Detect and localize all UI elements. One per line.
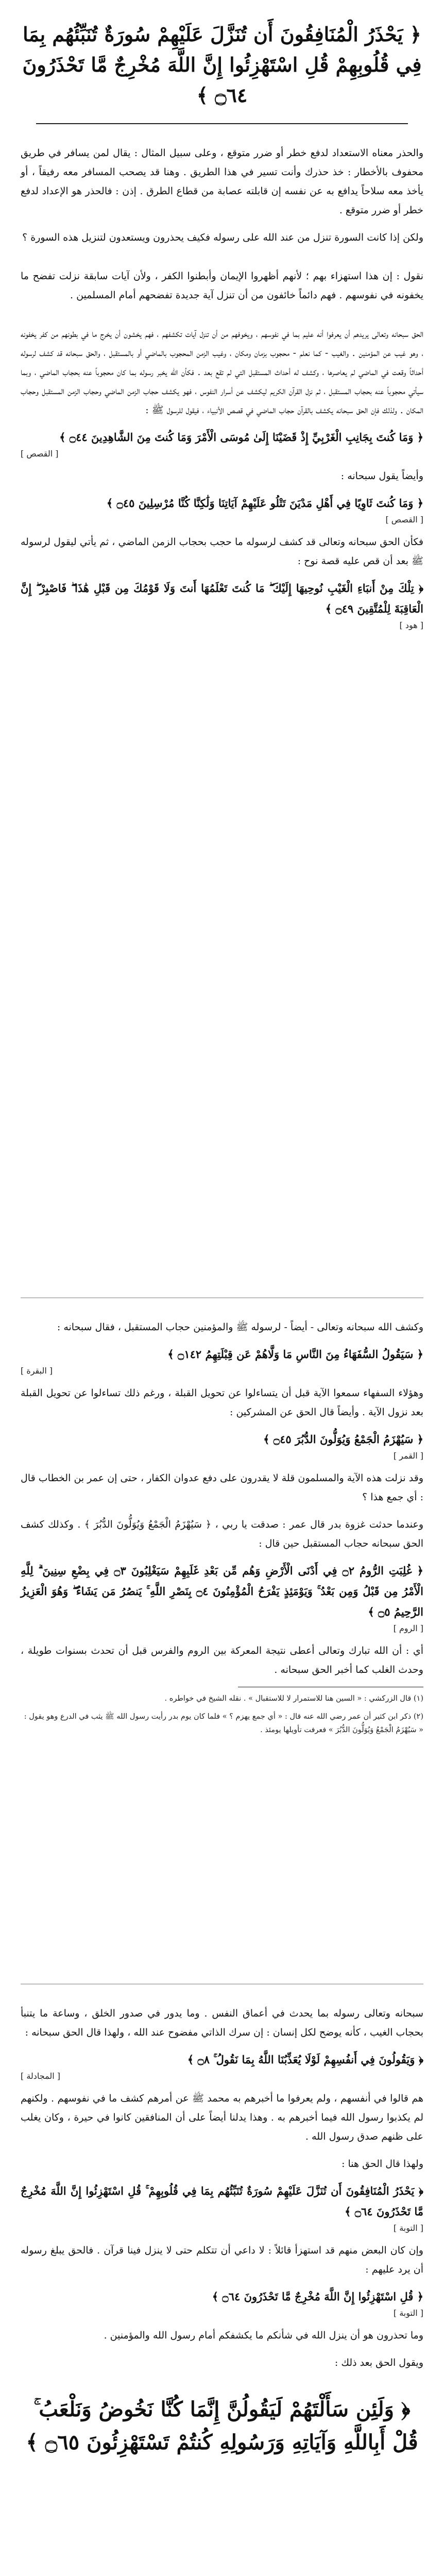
- quran-verse: ﴿ غُلِبَتِ الرُّومُ ۝٢ فِي أَدْنَى الْأَرْضِ وَهُم مِّن بَعْدِ غَلَبِهِمْ سَيَغْلِبُونَ ۝٣ فِي بِضْعِ سِنِينَ ۗ لِلَّهِ الْأَمْرُ مِن قَبْلُ وَمِن بَعْدُ ۚ وَيَوْمَئِذٍ يَفْرَحُ الْمُؤْمِنُونَ ۝٤ بِنَصْرِ اللَّهِ ۚ يَنصُرُ مَن يَشَاءُ ۖ وَهُوَ الْعَزِيزُ الرَّحِيمُ ۝٥ ﴾: [21, 1564, 423, 1618]
- paragraph: ولكن إذا كانت السورة تنزل من عند الله على رسوله فكيف يحذرون ويستعدون لتنزيل هذه السورة ؟: [22, 231, 423, 243]
- paragraph: سبحانه وتعالى رسوله بما يحدث في أعماق النفس . وما يدور في صدور الخلق ، وساعة ما يتنبأ بحجاب الغيب ، كأنه يوضح لكل إنسان : إن سرك الذاتي مفضوح عند الله ، ولهذا قال الحق سبحانه :: [21, 2008, 423, 2039]
- page-one-body: [21, 144, 423, 630]
- quran-verse: ﴿ وَيَقُولُونَ فِي أَنفُسِهِمْ لَوْلَا يُعَذِّبُنَا اللَّهُ بِمَا نَقُولُ ۚ ۝٨ ﴾: [187, 2053, 423, 2066]
- footnote: (١) قال الزركشي : « السين هنا للاستمرار لا للاستقبال » . نقله الشيخ في خواطره .: [164, 1694, 423, 1703]
- quran-verse: ﴿ تِلْكَ مِنْ أَنبَاءِ الْغَيْبِ نُوحِيهَا إِلَيْكَ ۖ مَا كُنتَ تَعْلَمُهَا أَنتَ وَلَا قَوْمُكَ مِن قَبْلِ هَٰذَا ۖ فَاصْبِرْ ۖ إِنَّ الْعَاقِبَةَ لِلْمُتَّقِينَ ۝٤٩ ﴾: [21, 582, 423, 616]
- verse-reference: [ القصص ]: [21, 449, 59, 459]
- paragraph: فكأن الحق سبحانه وتعالى قد كشف لرسوله ما حجب بحجاب الزمن الماضي ، ثم يأتي ليقول لرسوله ﷺ بعد أن قص عليه قصة نوح :: [21, 536, 423, 567]
- verse-reference: [ القصص ]: [385, 515, 423, 525]
- verse-reference: [ المجادلة ]: [21, 2071, 61, 2081]
- paragraph: ولهذا قال الحق هنا :: [341, 2158, 423, 2170]
- verse-reference: [ الروم ]: [393, 1623, 423, 1633]
- page-two-body: [21, 1318, 423, 1737]
- paragraph: وما تحذرون هو أن ينزل الله في شأنكم ما يكشفكم أمام رسول الله والمؤمنين .: [104, 2329, 423, 2341]
- paragraph: وعندما حدثت غزوة بدر قال عمر : صدقت يا ربي ، ﴿ سَيُهْزَمُ الْجَمْعُ وَيُوَلُّونَ الدُّبُرَ ﴾ . وكذلك كشف الحق سبحانه حجاب المستقبل حين قال :: [21, 1519, 423, 1550]
- quran-verse: ﴿ يَحْذَرُ الْمُنَافِقُونَ أَن تُنَزَّلَ عَلَيْهِمْ سُورَةٌ تُنَبِّئُهُم بِمَا فِي قُلُوبِهِمْ ۚ قُلِ اسْتَهْزِئُوا إِنَّ اللَّهَ مُخْرِجٌ مَّا تَحْذَرُونَ ۝٦٤ ﴾: [21, 2184, 423, 2218]
- quran-verse: ﴿ وَمَا كُنتَ ثَاوِيًا فِي أَهْلِ مَدْيَنَ تَتْلُو عَلَيْهِمْ آيَاتِنَا وَلَٰكِنَّا كُنَّا مُرْسِلِينَ ۝٤٥ ﴾: [106, 497, 423, 510]
- paragraph: أي : أن الله تبارك وتعالى أعطى نتيجة المعركة بين الروم والفرس قبل أن تحدث بسنوات طويلة ، وحدث الغلب كما أخبر الحق سبحانه .: [21, 1645, 423, 1675]
- closing-verse: ﴿ وَلَئِن سَأَلْتَهُمْ لَيَقُولُنَّ إِنَّمَا كُنَّا نَخُوضُ وَنَلْعَبُ ۚ قُلْ أَبِاللَّهِ وَآيَاتِهِ وَرَسُولِهِ كُنتُمْ تَسْتَهْزِئُونَ ۝٦٥ ﴾: [26, 2397, 418, 2455]
- paragraph: نقول : إن هذا استهزاء بهم ؛ لأنهم أظهروا الإيمان وأبطنوا الكفر ، ولأن آيات سابقة نزلت تفضح ما يخفونه في نفوسهم . فهم دائماً خائفون من أن تنزل آية جديدة تفضحهم أمام المسلمين .: [21, 270, 423, 301]
- verse-reference: [ التوبة ]: [393, 2308, 423, 2318]
- verse-reference: [ هود ]: [399, 620, 423, 630]
- header-verse: ﴿ يَحْذَرُ الْمُنَافِقُونَ أَن تُنَزَّلَ عَلَيْهِمْ سُورَةٌ تُنَبِّئُهُم بِمَا فِي قُلُوبِهِمْ قُلِ اسْتَهْزِئُوا إِنَّ اللَّهَ مُخْرِجٌ مَّا تَحْذَرُونَ ۝٦٤ ﴾: [22, 23, 422, 107]
- paragraph: وهؤلاء السفهاء سمعوا الآية قبل أن يتساءلوا عن تحويل القبلة ، ورغم ذلك تساءلوا عن تحويل القبلة بعد نزول الآية . وأيضاً قال الحق عن المشركين :: [21, 1387, 423, 1418]
- paragraph: الحق سبحانه وتعالى يريدهم أن يعرفوا أنه عليم بما في نفوسهم ، ويخوفهم من أن تنزل آيات تكشفهم ، فهم يخشون أن يخرج ما في بطونهم من كفر يخفونه ، وهو غيب عن المؤمنين . والغيب - كما نعلم - محجوب بزمان ومكان ، وغيب الزمن المحجوب بالماضي أو بالمستقبل ، والحق سبحانه قد كشف لرسوله أحداثاً وقعت في الماضي لم يعاصرها ، وكشف له أحداث المستقبل التي لم تقع بعد . فكأن الله يخبر رسوله بما كان محجوباً عنه بحجاب الماضي ، وبما سيأتي محجوباً عنه بحجاب المستقبل ، ثم نزل القرآن الكريم ليكشف عن أسرار النفوس ، فهو يكشف حجاب الزمن الماضي وحجاب الزمن المستقبل وحجاب المكان . ولذلك فإن الحق سبحانه يكشف بالقرآن حجاب الماضي في قصص الأنبياء ، فيقول للرسول ﷺ :: [21, 328, 423, 416]
- verse-reference: [ القمر ]: [393, 1450, 423, 1461]
- page-three-body: [21, 2004, 423, 2372]
- paragraph: هم قالوا في أنفسهم ، ولم يعرفوا ما أخبرهم به محمد ﷺ عن أمرهم كشف ما في نفوسهم . ولكنهم لم يكذبوا رسول الله فيما أخبرهم به . وهذا يدلنا أيضاً على أن المنافقين كانوا في حيرة ، وكان يغلب على ظنهم صدق رسول الله .: [21, 2092, 423, 2143]
- paragraph: والحذر معناه الاستعداد لدفع خطر أو ضرر متوقع ، وعلى سبيل المثال : يقال لمن يسافر في طريق محفوف بالأخطار : خذ حذرك وأنت تسير في هذا الطريق . وهنا قد يصحب المسافر معه رفيقاً ، أو يأخذ معه سلاحاً يدافع به عن نفسه إن قابلته عصابة من قطاع الطرق . إذن : فالحذر هو الإعداد لدفع خطر أو ضرر متوقع .: [21, 147, 423, 216]
- footnote: (٢) ذكر ابن كثير أن عمر رضي الله عنه قال : « أي جمع يهزم ؟ » فلما كان يوم بدر رأيت رسول الله ﷺ يثب في الدرع وهو يقول : « سَيُهْزَمُ الْجَمْعُ وَيُوَلُّونَ الدُّبُرَ » فعرفت تأويلها يومئذ .: [24, 1713, 423, 1734]
- quran-verse: ﴿ سَيُهْزَمُ الْجَمْعُ وَيُوَلُّونَ الدُّبُرَ ۝٤٥ ﴾: [263, 1433, 423, 1446]
- paragraph: وكشف الله سبحانه وتعالى - أيضاً - لرسوله ﷺ والمؤمنين حجاب المستقبل ، فقال سبحانه :: [57, 1321, 423, 1333]
- quran-verse: ﴿ وَمَا كُنتَ بِجَانِبِ الْغَرْبِيِّ إِذْ قَضَيْنَا إِلَىٰ مُوسَى الْأَمْرَ وَمَا كُنتَ مِنَ الشَّاهِدِينَ ۝٤٤ ﴾: [59, 431, 423, 444]
- verse-reference: [ التوبة ]: [393, 2223, 423, 2233]
- paragraph: وأيضاً يقول سبحانه :: [340, 470, 423, 482]
- quran-verse: ﴿ قُلِ اسْتَهْزِئُوا إِنَّ اللَّهَ مُخْرِجٌ مَّا تَحْذَرُونَ ۝٦٤ ﴾: [212, 2290, 423, 2303]
- header-divider: [36, 123, 408, 124]
- quran-verse: ﴿ سَيَقُولُ السُّفَهَاءُ مِنَ النَّاسِ مَا وَلَّاهُمْ عَن قِبْلَتِهِمُ ۝١٤٢ ﴾: [167, 1348, 423, 1361]
- page-three: [0, 1985, 444, 2576]
- paragraph: وقد نزلت هذه الآية والمسلمون قلة لا يقدرون على دفع عدوان الكفار ، حتى إن عمر بن الخطاب قال : أي جمع هذا ؟: [21, 1472, 423, 1503]
- paragraph: وإن كان البعض منهم قد استهزأ قائلاً : لا داعي أن تتكلم حتى لا ينزل فينا قرآن . فالحق يبلغ رسوله أن يرد عليهم :: [21, 2244, 423, 2275]
- paragraph: ويقول الحق بعد ذلك :: [334, 2357, 423, 2368]
- verse-reference: [ البقرة ]: [21, 1365, 53, 1376]
